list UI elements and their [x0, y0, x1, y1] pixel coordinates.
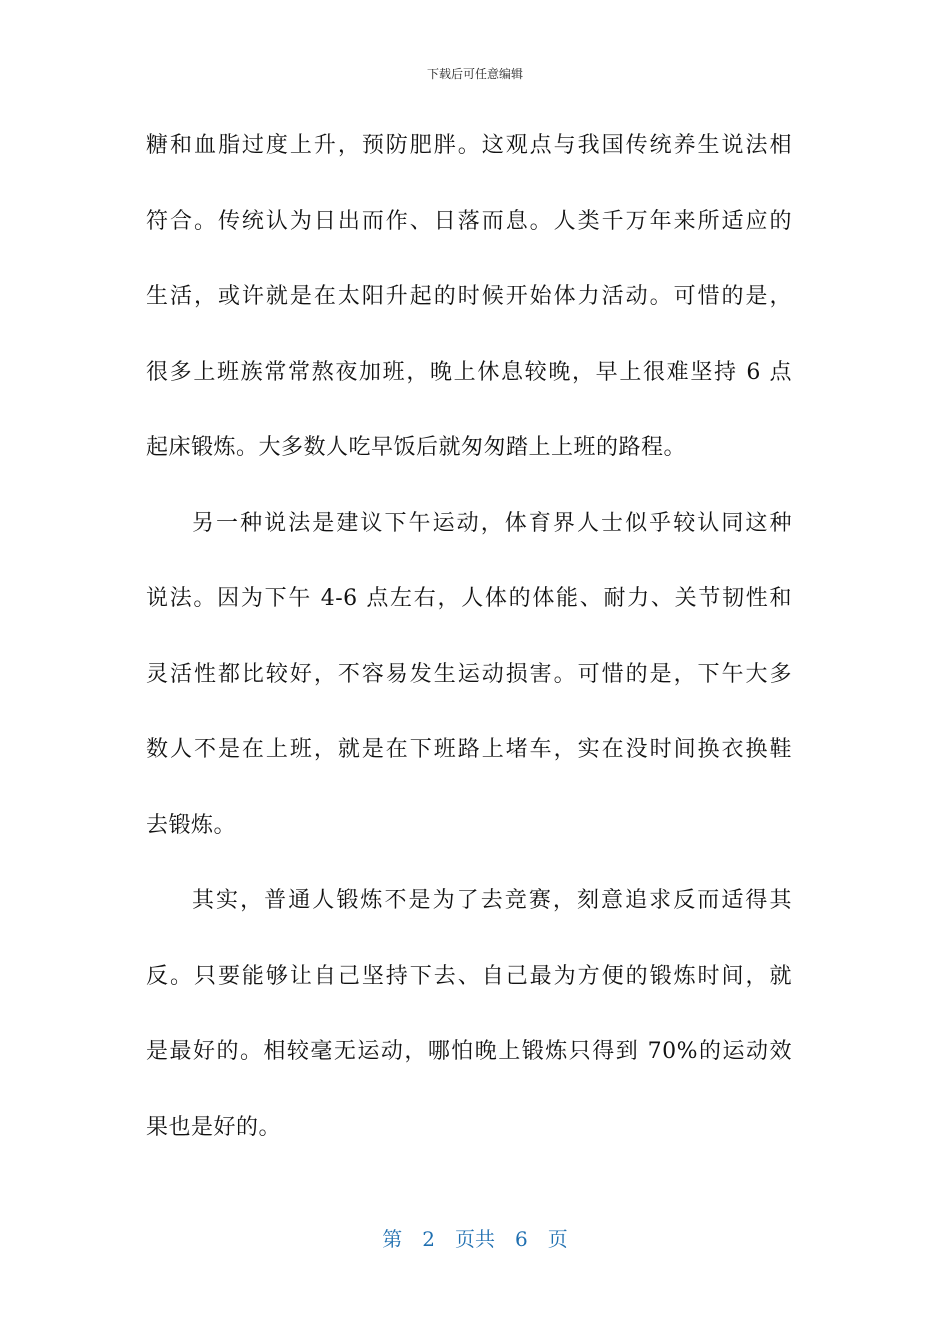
- text-line: 是最好的。相较毫无运动，哪怕晚上锻炼只得到 70%的运动效: [146, 1039, 792, 1064]
- text-line: 起床锻炼。大多数人吃早饭后就匆匆踏上上班的路程。: [146, 435, 687, 460]
- text-line: 灵活性都比较好，不容易发生运动损害。可惜的是，下午大多: [146, 661, 792, 687]
- current-page-number: 2: [422, 1227, 435, 1251]
- text-line: 生活，或许就是在太阳升起的时候开始体力活动。可惜的是，: [146, 284, 792, 309]
- page-label-prefix: 第: [382, 1227, 403, 1251]
- paragraph-first-line: 其实，普通人锻炼不是为了去竞赛，刻意追求反而适得其: [192, 888, 792, 913]
- text-line: 说法。因为下午 4-6 点左右，人体的体能、耐力、关节韧性和: [146, 586, 792, 611]
- text-line: 反。只要能够让自己坚持下去、自己最为方便的锻炼时间，就: [146, 963, 792, 989]
- page-footer: [0, 1226, 950, 1252]
- text-line: 很多上班族常常熬夜加班，晚上休息较晚，早上很难坚持 6 点: [146, 359, 792, 385]
- total-pages-number: 6: [515, 1227, 528, 1251]
- text-line: 符合。传统认为日出而作、日落而息。人类千万年来所适应的: [146, 208, 792, 234]
- page-header-watermark: 下载后可任意编辑: [426, 67, 523, 81]
- text-line: 数人不是在上班，就是在下班路上堵车，实在没时间换衣换鞋: [146, 737, 792, 762]
- text-line: 果也是好的。: [146, 1114, 282, 1140]
- text-line: 去锻炼。: [146, 812, 237, 838]
- paragraph-first-line: 另一种说法是建议下午运动，体育界人士似乎较认同这种: [192, 510, 792, 536]
- text-line: 糖和血脂过度上升，预防肥胖。这观点与我国传统养生说法相: [146, 133, 792, 158]
- page-label-middle: 页共: [455, 1227, 495, 1251]
- document-body: [146, 124, 792, 1181]
- page-label-suffix: 页: [547, 1227, 568, 1251]
